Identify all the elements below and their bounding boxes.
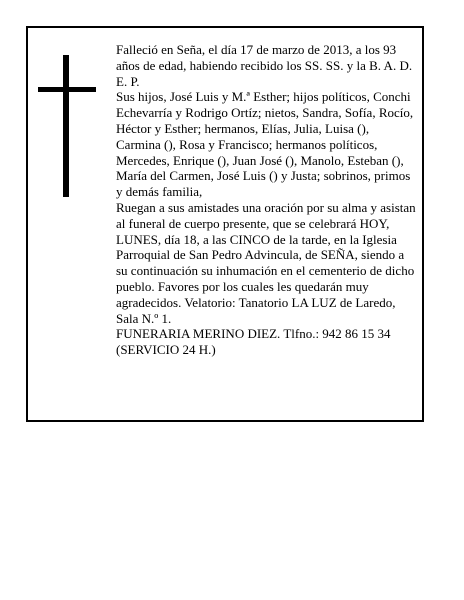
family-list: Sus hijos, José Luis y M.ª Esther; hijos políticos, Conchi Echevarría y Rodrigo Ortíz; nietos, Sandra, Sofía, Rocío, Héctor y Esther; hermanos, Elías, Julia, Luisa (), Carmina (), Rosa y Francisco; hermanos políticos, Mercedes, Enrique (), Juan José (), Manolo, Esteban (), María del Carmen, José Luis () y Justa; sobrinos, primos y demás familia,	[116, 89, 414, 200]
cross-horizontal-bar	[38, 87, 96, 92]
cross-icon	[38, 55, 96, 197]
funeral-home-contact: FUNERARIA MERINO DIEZ. Tlfno.: 942 86 15 34 (SERVICIO 24 H.)	[116, 326, 391, 358]
notice-body	[116, 42, 416, 358]
funeral-details: Ruegan a sus amistades una oración por su alma y asistan al funeral de cuerpo presente, que se celebrará HOY, LUNES, día 18, a las CINCO de la tarde, en la Iglesia Parroquial de San Pedro Advincula, de SEÑA, siendo a su continuación su inhumación en el cementerio de dicho pueblo. Favores por los cuales les quedarán muy agradecidos. Velatorio: Tanatorio LA LUZ de Laredo, Sala N.º 1.	[116, 199, 416, 326]
death-announcement: Falleció en Seña, el día 17 de marzo de 2013, a los 93 años de edad, habiendo recibido los SS. SS. y la B. A. D. E. P.	[116, 42, 413, 89]
obituary-notice	[26, 26, 424, 422]
cross-vertical-bar	[63, 55, 69, 197]
